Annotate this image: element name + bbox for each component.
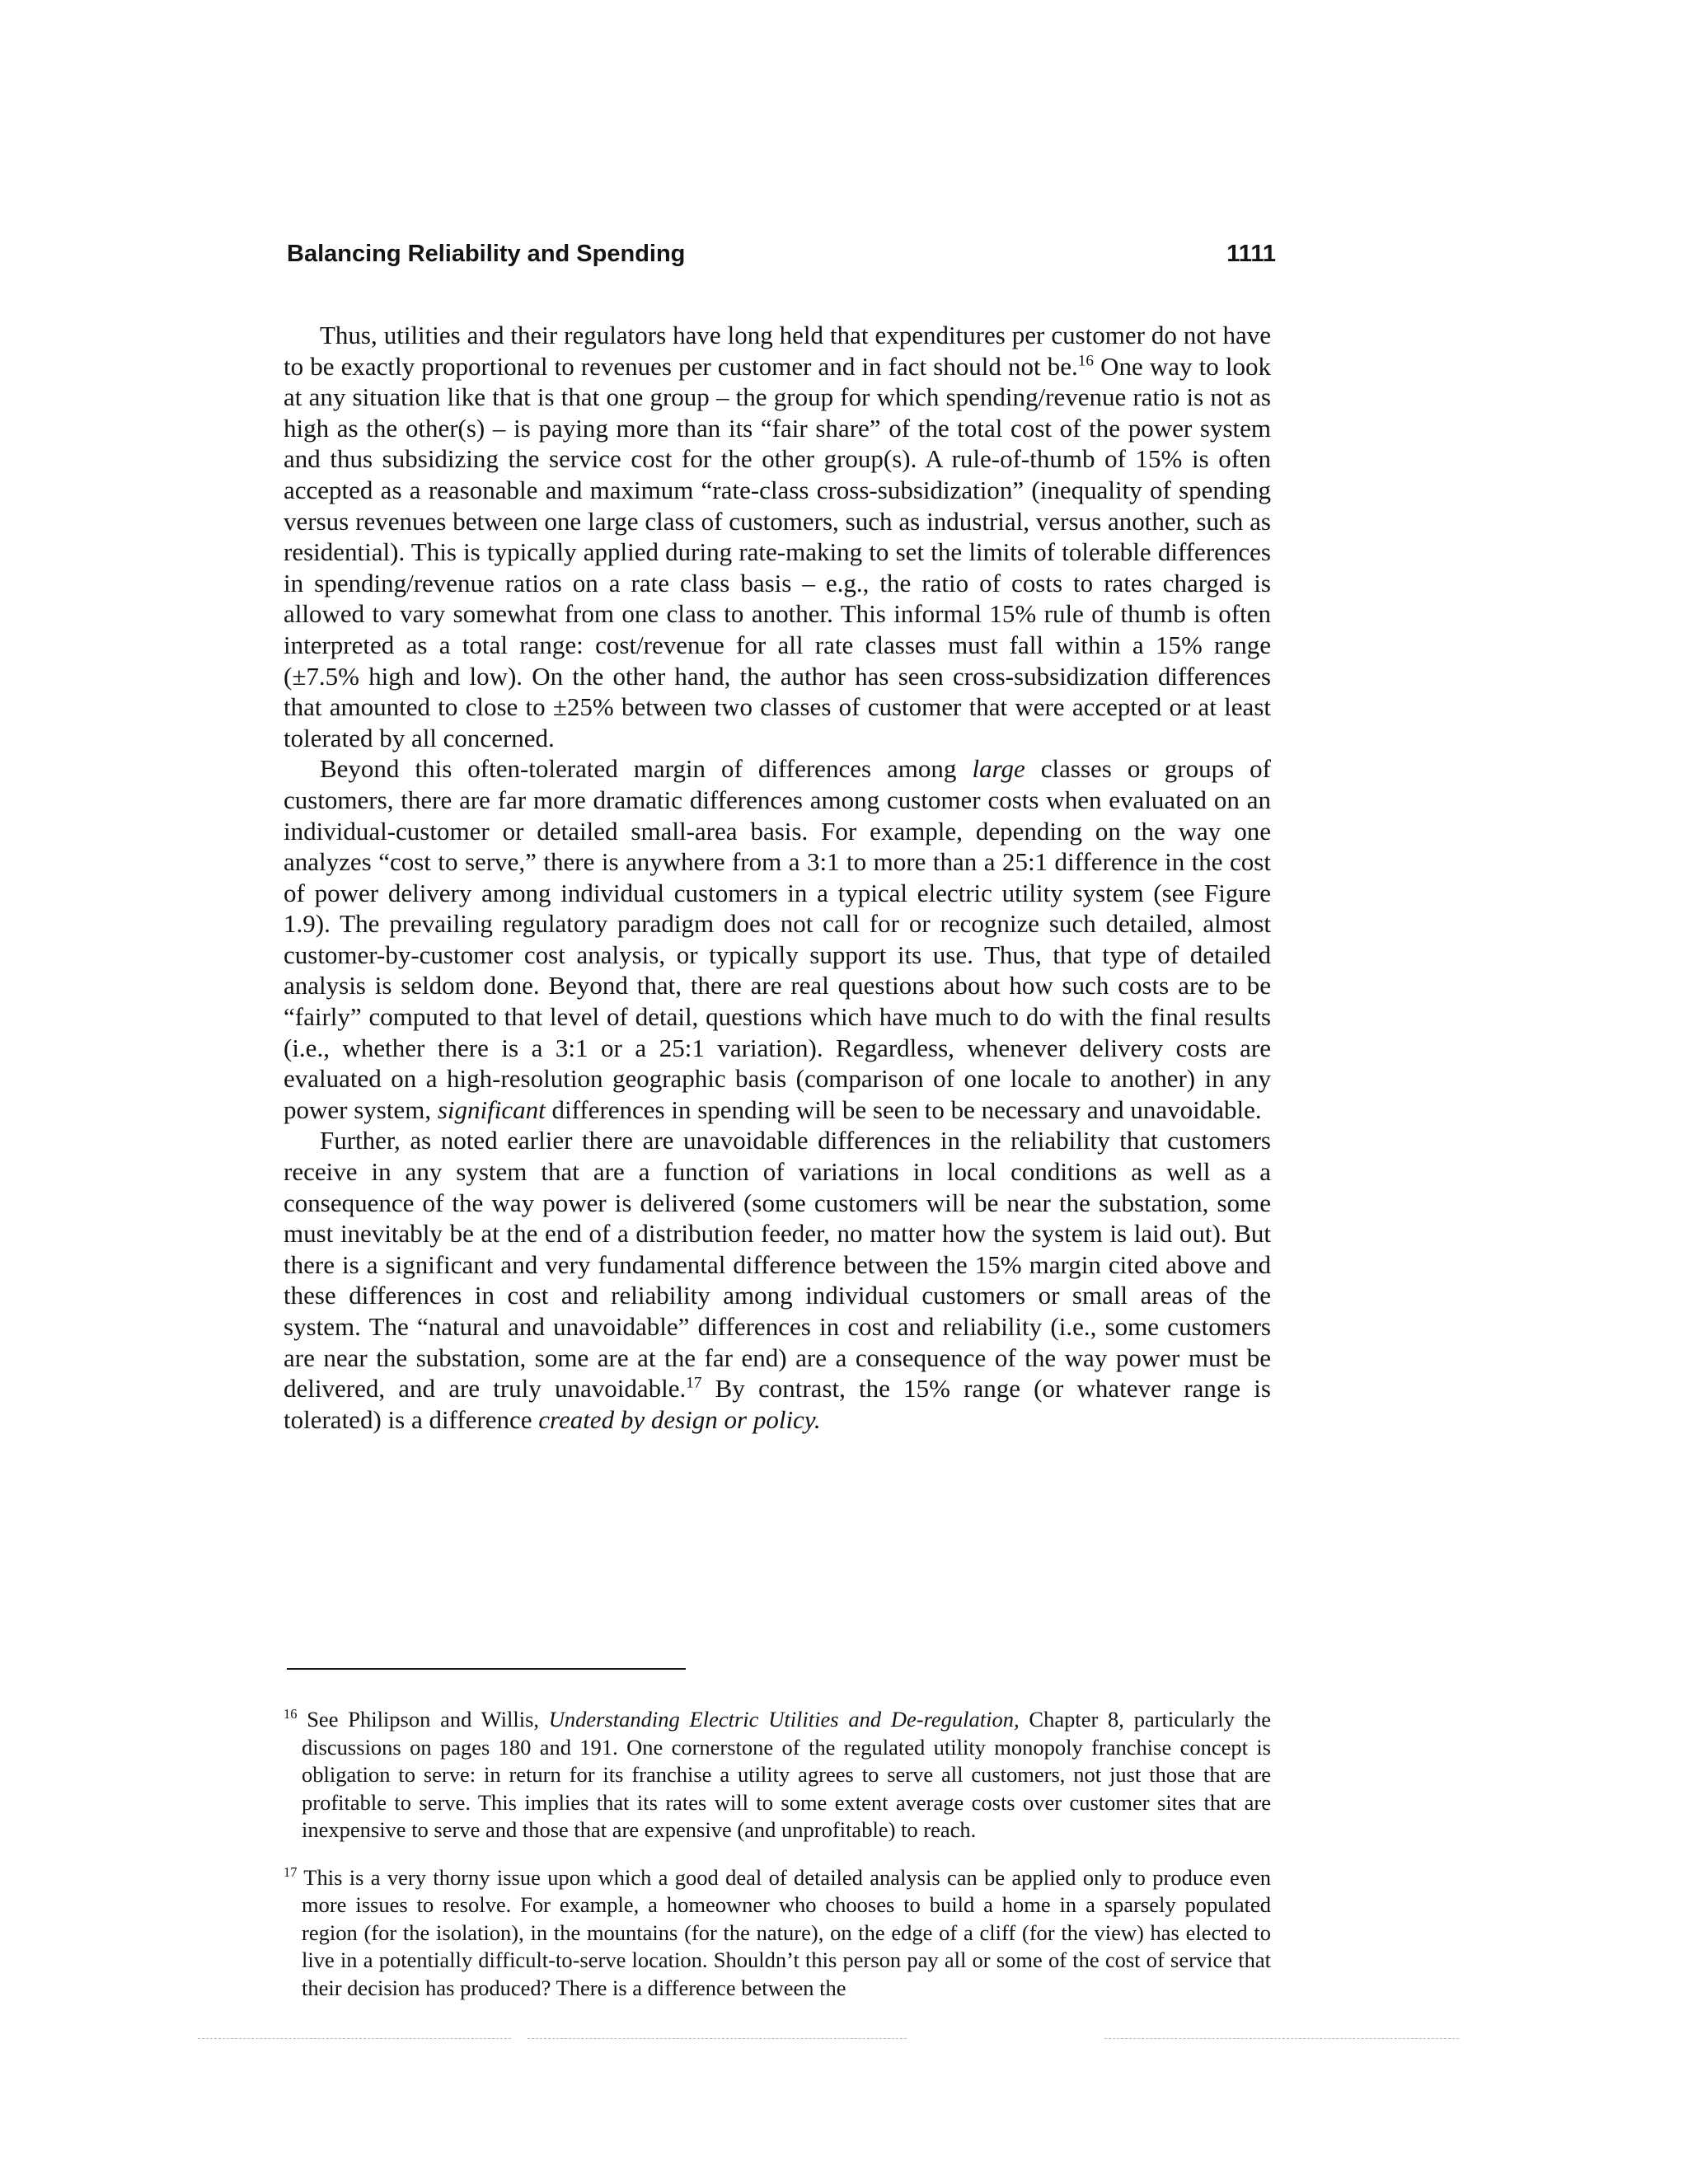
paragraph-1 [284,320,1271,753]
scan-artifact-line [1104,2038,1459,2039]
footnote-text: Chapter 8, particularly the discussions on pages 180 and 191. One cornerstone of the regulated utility monopoly franchise concept is obligation to serve: in return for its franchise a utility agrees to serve all customers, not just those that are profitable to serve. This implies that its rates will to some extent average costs over customer sites that are inexpensive to serve and those that are expensive (and unprofitable) to reach. [302,1707,1271,1842]
footnote-ref-16: 16 [1077,352,1094,370]
paragraph-text: classes or groups of customers, there are far more dramatic differences among customer costs when evaluated on an individual-customer or detailed small-area basis. For example, depending on the way one analyzes “cost to serve,” there is anywhere from a 3:1 to more than a 25:1 difference in the cost of power delivery among individual customers in a typical electric utility system (see Figure 1.9). The prevailing regulatory paradigm does not call for or recognize such detailed, almost customer-by-customer cost analysis, or typically support its use. Thus, that type of detailed analysis is seldom done. Beyond that, there are real questions about how such costs are to be “fairly” computed to that level of detail, questions which have much to do with the final results (i.e., whether there is a 3:1 or a 25:1 variation). Regardless, whenever delivery costs are evaluated on a high-resolution geographic basis (comparison of one locale to another) in any power system, [284,754,1271,1124]
book-title: Understanding Electric Utilities and De-regulation, [548,1707,1020,1732]
page-number: 1111 [1226,241,1276,267]
footnote-text: See Philipson and Willis, [297,1707,549,1732]
footnote-separator [287,1668,686,1670]
paragraph-text: differences in spending will be seen to be necessary and unavoidable. [545,1094,1262,1124]
paragraph-text: Further, as noted earlier there are unavoidable differences in the reliability that customers receive in any system that are a function of variations in local conditions as well as a consequence of the way power is delivered (some customers will be near the substation, some must inevitably be at the end of a distribution feeder, no matter how the system is laid out). But there is a significant and very fundamental difference between the 15% margin cited above and these differences in cost and reliability among individual customers or small areas of the system. The “natural and unavoidable” differences in cost and reliability (i.e., some customers are near the substation, some are at the far end) are a consequence of the way power must be delivered, and are truly unavoidable. [284,1126,1271,1404]
paragraph-text: By contrast, the 15% range (or whatever range is tolerated) is a difference [284,1374,1271,1434]
paragraph-2 [284,753,1271,1125]
scan-artifact-line [198,2038,511,2039]
footnote-ref-17: 17 [686,1374,702,1392]
running-header [287,237,1276,270]
running-title: Balancing Reliability and Spending [287,241,686,267]
footnote-number: 17 [284,1863,298,1880]
emphasis-significant: significant [437,1094,546,1124]
paragraph-text: Beyond this often-tolerated margin of differences among [320,754,973,784]
emphasis-policy: created by design or policy. [538,1404,821,1434]
paragraph-text: One way to look at any situation like that is that one group – the group for which spending/revenue ratio is not as high as the other(s) – is paying more than its “fair share” of the total cost of the power system and thus subsidizing the service cost for the other group(s). A rule-of-thumb of 15% is often accepted as a reasonable and maximum “rate-class cross-subsidization” (inequality of spending versus revenues between one large class of customers, such as industrial, versus another, such as residential). This is typically applied during rate-making to set the limits of tolerable differences in spending/revenue ratios on a rate class basis – e.g., the ratio of costs to rates charged is allowed to vary somewhat from one class to another. This informal 15% rule of thumb is often interpreted as a total range: cost/revenue for all rate classes must fall within a 15% range (±7.5% high and low). On the other hand, the author has seen cross-subsidization differences that amounted to close to ±25% between two classes of customer that were accepted or at least tolerated by all concerned. [284,351,1271,752]
main-text [284,320,1271,1435]
scan-artifact-line [528,2038,907,2039]
footnote-text: This is a very thorny issue upon which a good deal of detailed analysis can be applied only to produce even more issues to resolve. For example, a homeowner who chooses to build a home in a sparsely populated region (for the isolation), in the mountains (for the nature), on the edge of a cliff (for the view) has elected to live in a potentially difficult-to-serve location. Shouldn’t this person pay all or some of the cost of service that their decision has produced? There is a difference between the [297,1864,1271,2000]
paragraph-text: Thus, utilities and their regulators have long held that expenditures per customer do not have to be exactly proportional to revenues per customer and in fact should not be. [284,321,1271,381]
paragraph-3 [284,1125,1271,1435]
footnote-16 [284,1706,1271,1844]
footnote-number: 16 [284,1706,298,1722]
footnotes [284,1706,1271,2022]
footnote-17 [284,1864,1271,2003]
emphasis-large: large [972,754,1025,784]
